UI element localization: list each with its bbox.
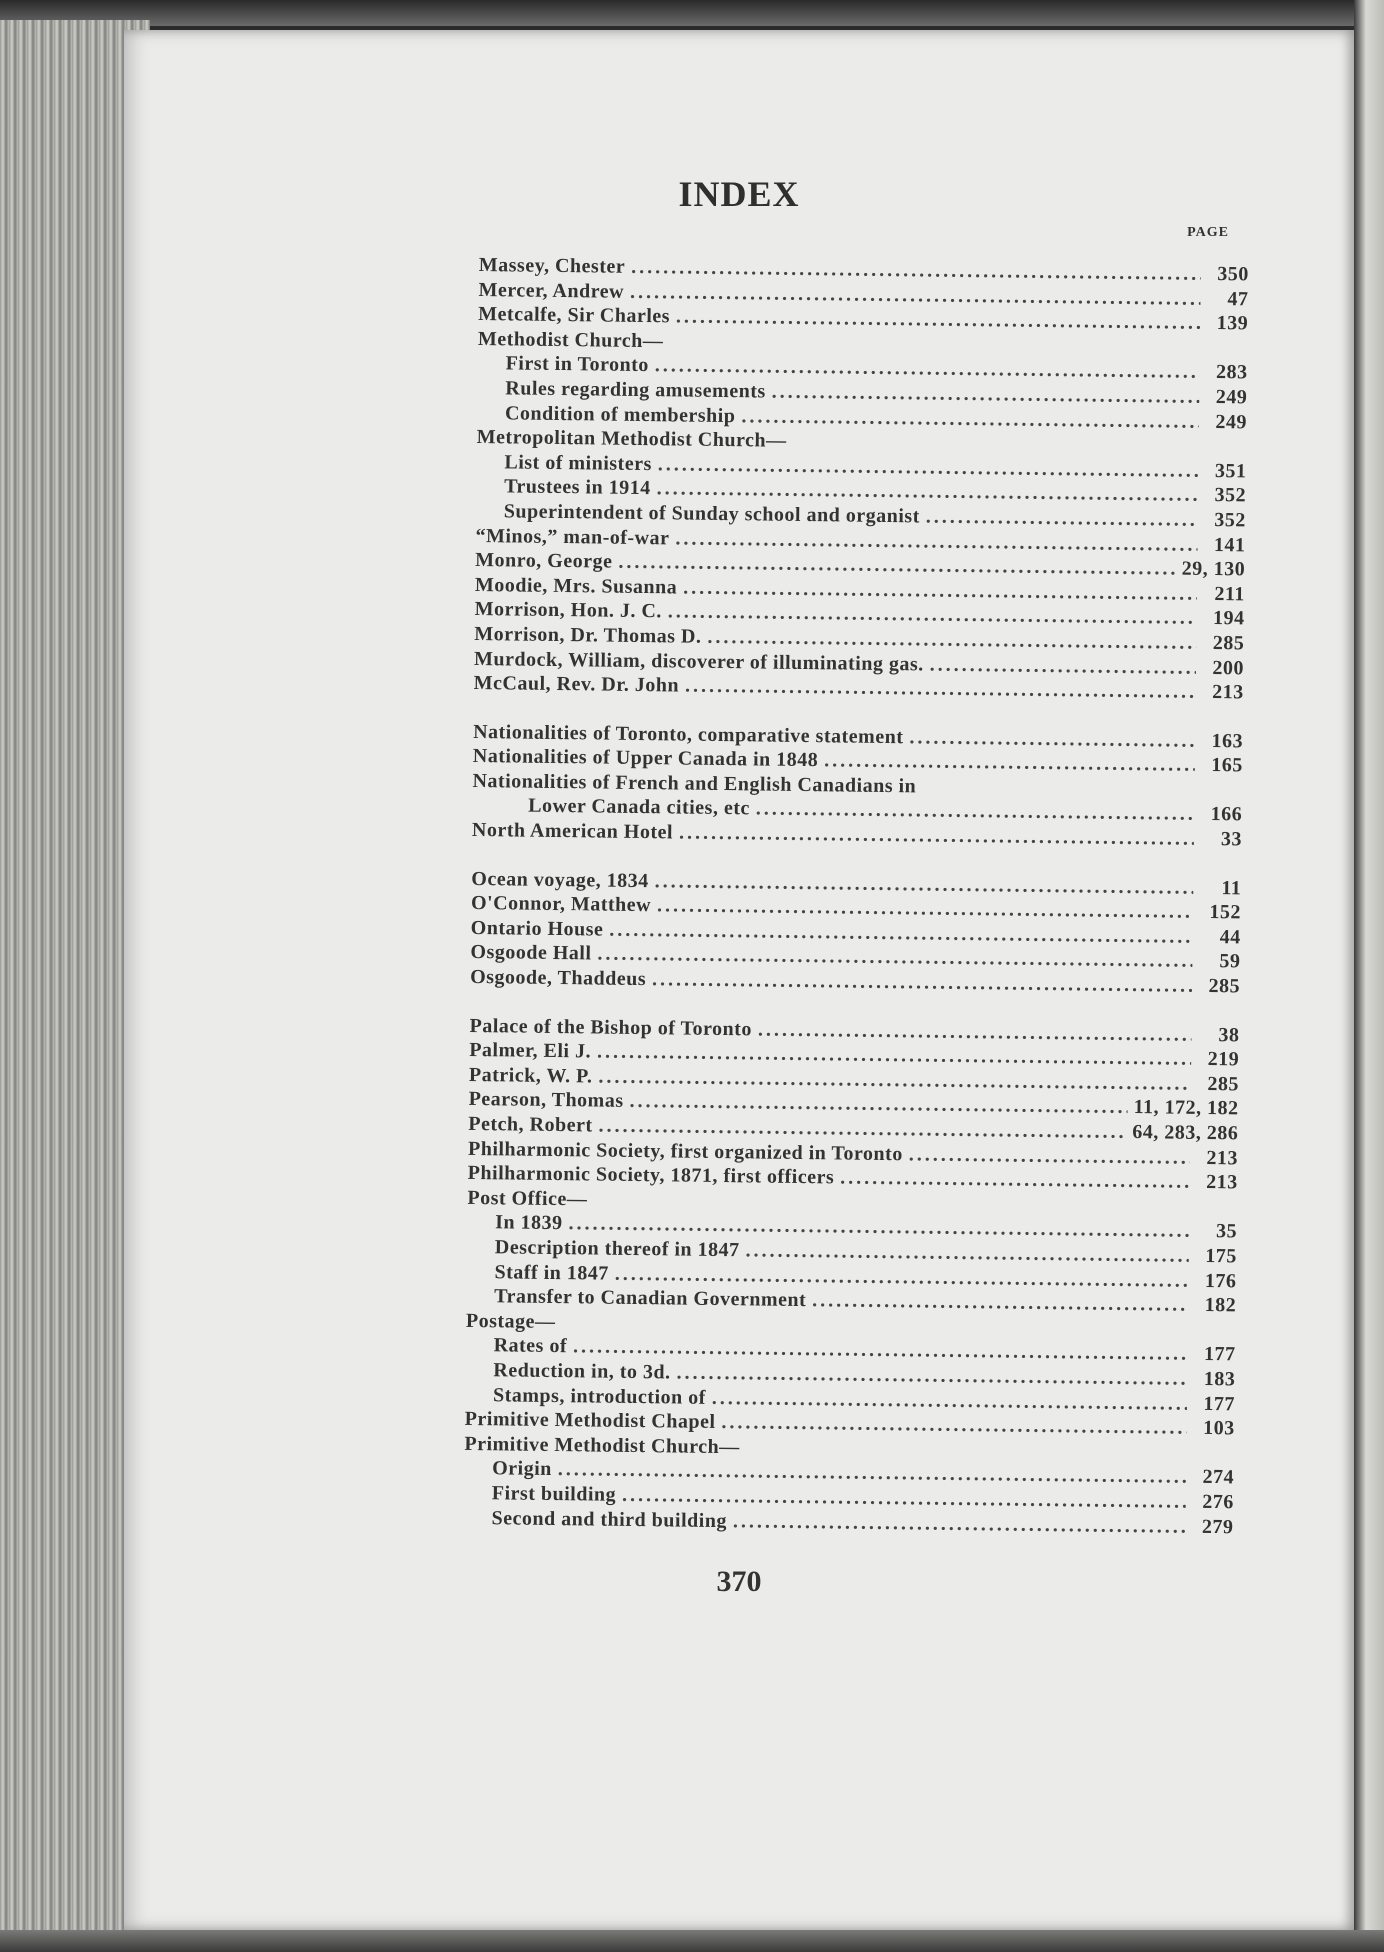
dot-leader — [685, 674, 1196, 705]
index-entry-page — [1205, 452, 1247, 453]
dot-leader — [812, 1288, 1188, 1317]
index-entry-label: Metcalfe, Sir Charles — [478, 303, 671, 328]
index-entry-label: Nationalities of French and English Canadians in — [472, 769, 917, 798]
index-entry-label: Morrison, Hon. J. C. — [474, 598, 662, 623]
index-entry-label: Post Office— — [467, 1186, 588, 1211]
index-entry-page: 213 — [1206, 1171, 1238, 1194]
bottom-shadow — [0, 1930, 1384, 1952]
index-entry-label: Osgoode Hall — [470, 941, 592, 965]
index-entry-label: Moodie, Mrs. Susanna — [474, 573, 678, 599]
index-entry-page: 285 — [1208, 975, 1241, 998]
index-entry-page — [1192, 1459, 1234, 1460]
index-entry-page: 283 — [1215, 361, 1248, 384]
index-entry-page: 29, 130 — [1181, 557, 1246, 581]
index-entry-label: Trustees in 1914 — [504, 475, 651, 500]
index-entry-page: 285 — [1212, 631, 1245, 655]
index-entry-label: Reduction in, to 3d. — [493, 1359, 671, 1384]
top-shadow — [0, 0, 1384, 26]
index-entry-page: 141 — [1213, 533, 1246, 556]
index-entry-page: 285 — [1207, 1072, 1240, 1096]
index-entry-page — [1195, 1213, 1237, 1214]
index-entry-label: Primitive Methodist Chapel — [464, 1408, 716, 1434]
right-binding-edge — [1354, 0, 1384, 1952]
dot-leader — [926, 504, 1198, 532]
index-entry-label: Nationalities of Toronto, comparative statement — [473, 720, 904, 748]
index-entry-page: 163 — [1211, 729, 1244, 753]
dot-leader — [909, 725, 1195, 753]
index-entry-label: North American Hotel — [471, 819, 674, 844]
page-column-header: PAGE — [1187, 225, 1229, 240]
index-entry-page — [1200, 796, 1242, 797]
index-entry-page: 166 — [1210, 803, 1243, 826]
index-entry-label: Murdock, William, discoverer of illuminating gas. — [473, 647, 924, 675]
index-entry-page: 38 — [1218, 1023, 1240, 1046]
index-entry-page: 213 — [1206, 1146, 1239, 1169]
index-entry-label: Staff in 1847 — [494, 1260, 609, 1285]
index-entry-page: 352 — [1214, 508, 1246, 532]
index-entry-page: 177 — [1203, 1343, 1236, 1366]
index-entry-label: Stamps, introduction of — [492, 1383, 706, 1409]
index-entry-page: 35 — [1215, 1220, 1238, 1243]
index-entry-label: Ocean voyage, 1834 — [471, 867, 649, 892]
index-entry-label: Lower Canada cities, etc — [528, 795, 750, 820]
index-entry-page: 249 — [1215, 385, 1248, 409]
index-entry-page: 33 — [1220, 828, 1243, 851]
index-entry-label: First building — [491, 1482, 617, 1506]
index-entry-page: 219 — [1207, 1048, 1240, 1071]
index-entry-label: Philharmonic Society, 1871, first officers — [467, 1162, 835, 1189]
index-entry-page — [1194, 1336, 1236, 1337]
index-entry-label: Postage— — [465, 1309, 556, 1333]
index-entry-label: Palmer, Eli J. — [469, 1039, 592, 1063]
index-entry-label: Origin — [492, 1457, 552, 1481]
index-entry-label: O'Connor, Matthew — [470, 892, 652, 917]
index-entry-label: Pearson, Thomas — [468, 1088, 624, 1113]
index-entry-page: 152 — [1209, 901, 1242, 924]
index-entry-label: Ontario House — [470, 916, 604, 941]
index-entry-page: 249 — [1215, 410, 1248, 433]
index-entry-page: 213 — [1212, 681, 1244, 704]
index-entry-label: Methodist Church— — [477, 327, 664, 353]
dot-leader — [733, 1509, 1186, 1539]
index-entry-page: 200 — [1212, 656, 1245, 679]
index-list — [463, 253, 1249, 1539]
index-entry-page: 279 — [1201, 1515, 1234, 1538]
index-entry-page: 276 — [1202, 1490, 1234, 1514]
dot-leader — [909, 1142, 1191, 1170]
index-entry-label: Rules regarding amusements — [505, 377, 766, 403]
index-entry-page: 11, 172, 182 — [1133, 1096, 1239, 1120]
dot-leader — [930, 652, 1197, 680]
index-entry-page: 44 — [1219, 925, 1241, 949]
index-entry-label: Philharmonic Society, first organized in Toronto — [467, 1137, 903, 1165]
index-entry-label: Monro, George — [475, 549, 613, 573]
dot-leader — [840, 1166, 1190, 1195]
index-entry-page — [1206, 354, 1248, 355]
index-entry-label: List of ministers — [504, 451, 652, 475]
index-entry-label: First in Toronto — [505, 352, 649, 377]
index-entry-page: 351 — [1214, 459, 1247, 483]
index-entry-page: 139 — [1216, 312, 1249, 335]
index-entry-label: Petch, Robert — [468, 1112, 593, 1137]
index-entry-page: 194 — [1212, 607, 1245, 630]
index-entry-label: Palace of the Bishop of Toronto — [469, 1014, 753, 1041]
index-entry-page: 182 — [1204, 1294, 1237, 1317]
index-entry-label: Morrison, Dr. Thomas D. — [474, 622, 702, 648]
index-entry-label: Condition of membership — [504, 401, 736, 427]
index-entry-label: Second and third building — [491, 1506, 728, 1532]
index-entry-page: 274 — [1202, 1466, 1235, 1489]
index-entry-label: McCaul, Rev. Dr. John — [473, 672, 680, 697]
book-page — [124, 30, 1354, 1930]
index-entry-label: Rates of — [493, 1334, 568, 1358]
index-entry-label: Primitive Methodist Church— — [464, 1432, 740, 1458]
index-entry-page: 47 — [1227, 287, 1249, 310]
index-entry-page: 11 — [1221, 876, 1242, 900]
index-entry-label: In 1839 — [495, 1211, 563, 1235]
index-entry-page: 175 — [1205, 1244, 1237, 1268]
index-entry-label: Superintendent of Sunday school and organist — [503, 500, 920, 528]
page-number: 370 — [716, 1565, 762, 1598]
index-entry-label: Transfer to Canadian Government — [494, 1285, 807, 1312]
index-entry-label: Description thereof in 1847 — [494, 1236, 740, 1262]
index-entry-page: 165 — [1211, 754, 1243, 777]
index-entry-label: Osgoode, Thaddeus — [470, 965, 647, 991]
index-entry-label: Nationalities of Upper Canada in 1848 — [472, 745, 819, 772]
index-title: INDEX — [678, 174, 800, 214]
index-entry-label: “Minos,” man-of-war — [475, 524, 670, 549]
index-entry-page: 59 — [1219, 950, 1241, 973]
index-entry-label: Patrick, W. P. — [468, 1063, 593, 1088]
index-entry-page: 103 — [1203, 1417, 1235, 1440]
index-entry-page: 350 — [1217, 263, 1249, 286]
dot-leader — [652, 967, 1192, 998]
index-entry-page: 352 — [1214, 484, 1247, 507]
index-entry-label: Mercer, Andrew — [478, 278, 625, 303]
dot-leader — [679, 821, 1194, 852]
index-entry-page: 176 — [1204, 1269, 1237, 1292]
index-entry-label: Massey, Chester — [478, 253, 626, 278]
index-entry-page: 211 — [1214, 582, 1246, 606]
index-entry-page: 183 — [1203, 1367, 1236, 1391]
index-entry-page: 177 — [1203, 1392, 1236, 1415]
index-entry-page: 64, 283, 286 — [1132, 1121, 1239, 1145]
index-entry-label: Metropolitan Methodist Church— — [476, 426, 787, 452]
